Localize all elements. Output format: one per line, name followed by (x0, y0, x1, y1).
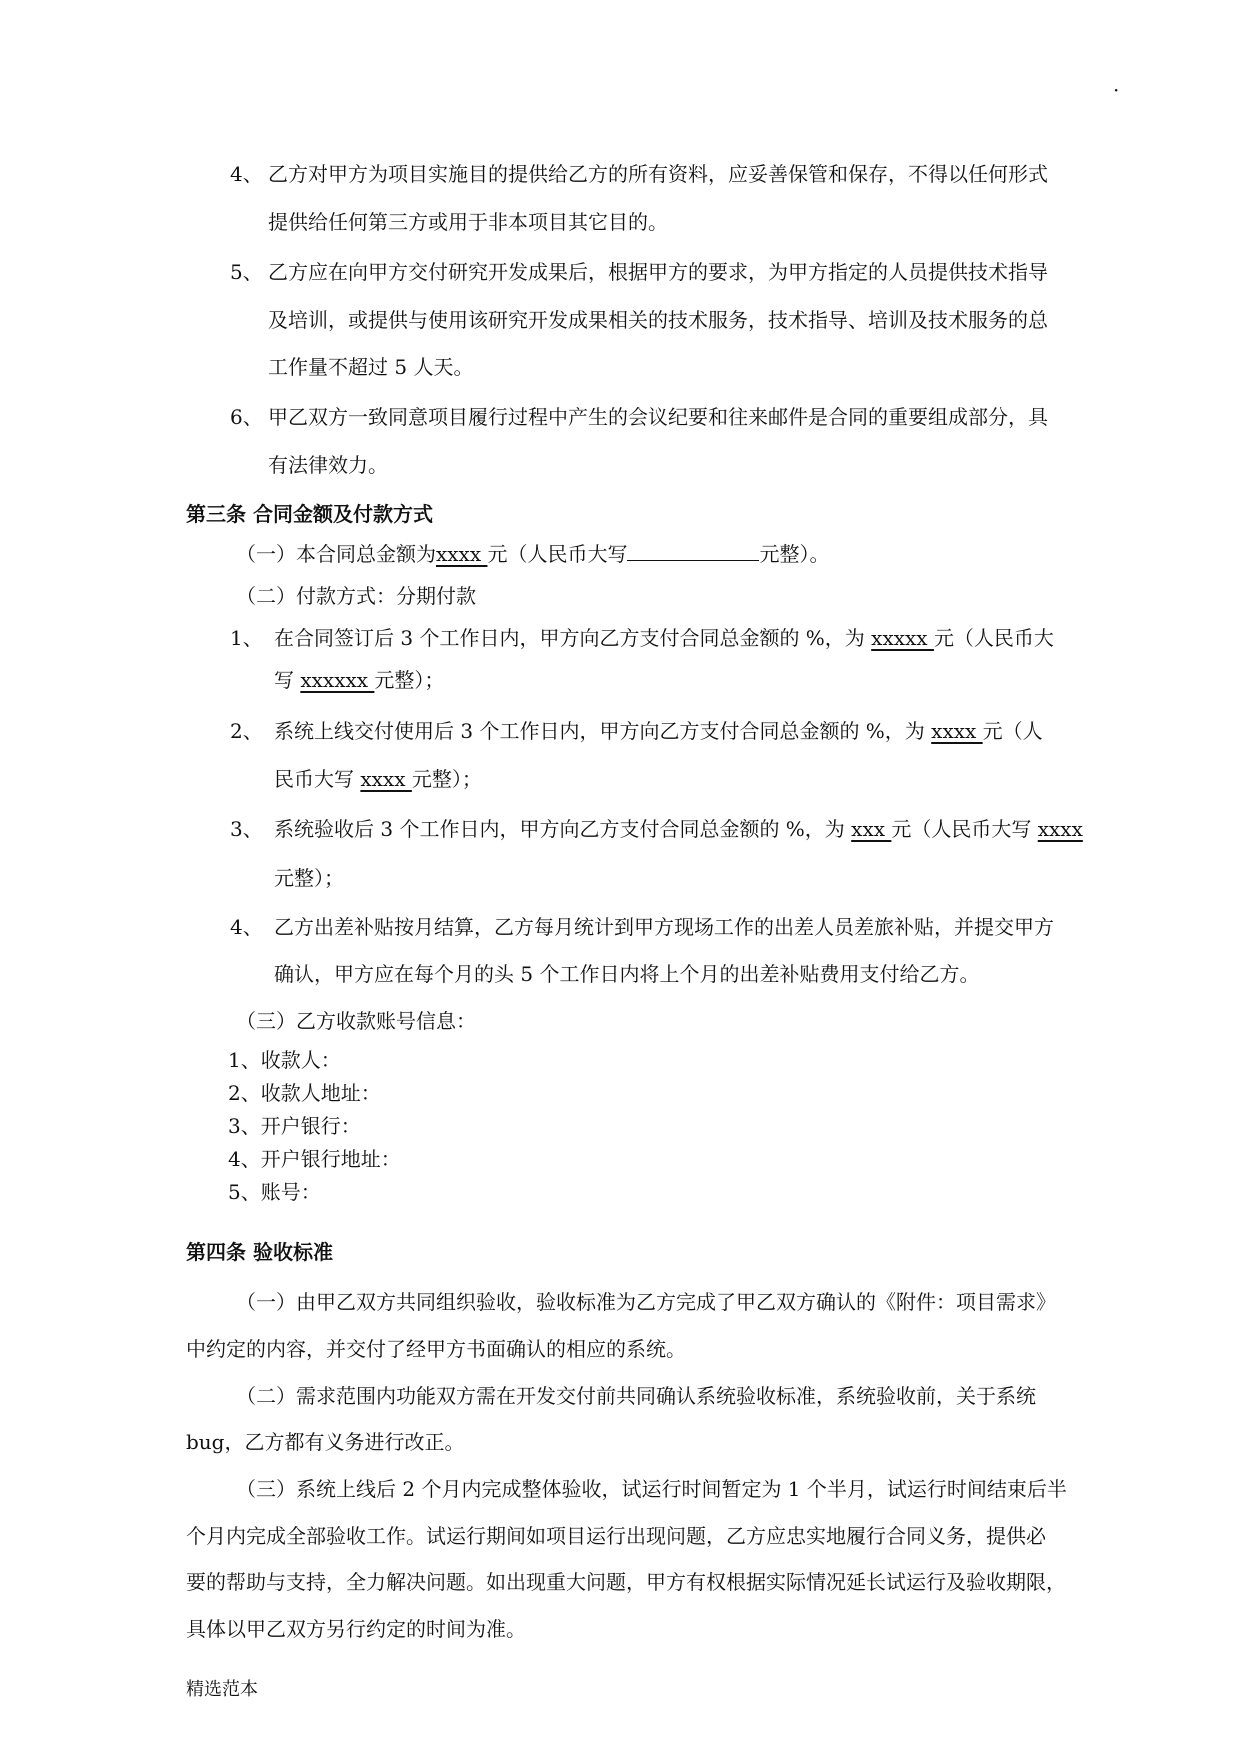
payment-method: （二）付款方式：分期付款 (236, 584, 476, 608)
payment-3-line-1 (274, 817, 1083, 841)
total-suffix: 元整）。 (759, 542, 830, 566)
total-words-blank (627, 540, 759, 561)
acceptance-para-3-line-4: 具体以甲乙双方另行约定的时间为准。 (186, 1617, 526, 1641)
payment-2-text-d: 元整）； (411, 767, 482, 791)
payment-2-amount: xxxx (931, 719, 983, 743)
total-amount-line (236, 540, 829, 566)
total-amount: xxxx (436, 542, 488, 566)
payment-1-text-d: 元整）； (374, 668, 445, 692)
item-6-line-2: 有法律效力。 (268, 453, 388, 477)
article-4-heading: 第四条 验收标准 (186, 1240, 333, 1264)
acceptance-para-3-line-2: 个月内完成全部验收工作。试运行期间如项目运行出现问题，乙方应忠实地履行合同义务，提供必 (186, 1524, 1046, 1548)
acceptance-para-1-line-1: （一）由甲乙双方共同组织验收，验收标准为乙方完成了甲乙双方确认的《附件：项目需求》 (236, 1290, 1056, 1314)
payment-2-text-c: 民币大写 (274, 767, 361, 791)
payment-2-number: 2、 (230, 719, 263, 743)
item-5-line-1: 乙方应在向甲方交付研究开发成果后，根据甲方的要求，为甲方指定的人员提供技术指导 (268, 260, 1048, 284)
item-4-line-1: 乙方对甲方为项目实施目的提供给乙方的所有资料，应妥善保管和保存，不得以任何形式 (268, 162, 1048, 186)
article-3-heading: 第三条 合同金额及付款方式 (186, 502, 433, 526)
item-4-line-2: 提供给任何第三方或用于非本项目其它目的。 (268, 210, 668, 234)
payment-1-line-2 (274, 668, 444, 692)
payment-3-number: 3、 (230, 817, 263, 841)
account-item-payee-address: 2、收款人地址： (228, 1081, 381, 1105)
payment-1-amount-words: xxxxxx (300, 668, 375, 692)
item-5-line-2: 及培训，或提供与使用该研究开发成果相关的技术服务，技术指导、培训及技术服务的总 (268, 308, 1048, 332)
payment-3-text-a: 系统验收后 3 个工作日内，甲方向乙方支付合同总金额的 %，为 (274, 817, 852, 841)
item-6-line-1: 甲乙双方一致同意项目履行过程中产生的会议纪要和往来邮件是合同的重要组成部分，具 (268, 405, 1048, 429)
payment-1-number: 1、 (230, 626, 263, 650)
payment-1-text-b: 元（人民币大 (933, 626, 1054, 650)
acceptance-para-2-line-2: bug，乙方都有义务进行改正。 (186, 1430, 465, 1454)
acceptance-para-3-line-3: 要的帮助与支持，全力解决问题。如出现重大问题，甲方有权根据实际情况延长试运行及验收期限， (186, 1570, 1066, 1594)
payment-3-text-b: 元（人民币大写 (891, 817, 1038, 841)
payment-1-text-c: 写 (274, 668, 301, 692)
footer-label: 精选范本 (186, 1679, 258, 1700)
payment-2-amount-words: xxxx (360, 767, 412, 791)
payment-1-amount: xxxxx (871, 626, 934, 650)
corner-mark: · (1113, 78, 1120, 102)
payment-4-line-1: 乙方出差补贴按月结算，乙方每月统计到甲方现场工作的出差人员差旅补贴，并提交甲方 (274, 915, 1054, 939)
payment-3-amount-words: xxxx (1037, 817, 1083, 841)
payment-1-line-1 (274, 626, 1054, 650)
total-mid: 元（人民币大写 (487, 542, 628, 566)
payment-2-text-a: 系统上线交付使用后 3 个工作日内，甲方向乙方支付合同总金额的 %，为 (274, 719, 932, 743)
payment-4-line-2: 确认，甲方应在每个月的头 5 个工作日内将上个月的出差补贴费用支付给乙方。 (274, 962, 980, 986)
payment-2-line-1 (274, 719, 1043, 743)
item-5-number: 5、 (230, 260, 263, 284)
payment-4-number: 4、 (230, 915, 263, 939)
account-item-bank-address: 4、开户银行地址： (228, 1147, 401, 1171)
payment-3-amount: xxx (851, 817, 892, 841)
payment-2-text-b: 元（人 (982, 719, 1043, 743)
acceptance-para-3-line-1: （三）系统上线后 2 个月内完成整体验收，试运行时间暂定为 1 个半月，试运行时间结束后半 (236, 1477, 1067, 1501)
account-item-bank: 3、开户银行： (228, 1114, 361, 1138)
item-6-number: 6、 (230, 405, 263, 429)
total-prefix: （一）本合同总金额为 (236, 542, 436, 566)
acceptance-para-1-line-2: 中约定的内容，并交付了经甲方书面确认的相应的系统。 (186, 1337, 686, 1361)
account-item-payee: 1、收款人： (228, 1048, 341, 1072)
payment-1-text-a: 在合同签订后 3 个工作日内，甲方向乙方支付合同总金额的 %，为 (274, 626, 872, 650)
acceptance-para-2-line-1: （二）需求范围内功能双方需在开发交付前共同确认系统验收标准，系统验收前，关于系统 (236, 1384, 1036, 1408)
payment-3-line-2: 元整）； (274, 866, 344, 890)
item-5-line-3: 工作量不超过 5 人天。 (268, 355, 474, 379)
account-item-number: 5、账号： (228, 1180, 321, 1204)
account-info-title: （三）乙方收款账号信息： (236, 1009, 476, 1033)
item-4-number: 4、 (230, 162, 263, 186)
payment-2-line-2 (274, 767, 482, 791)
